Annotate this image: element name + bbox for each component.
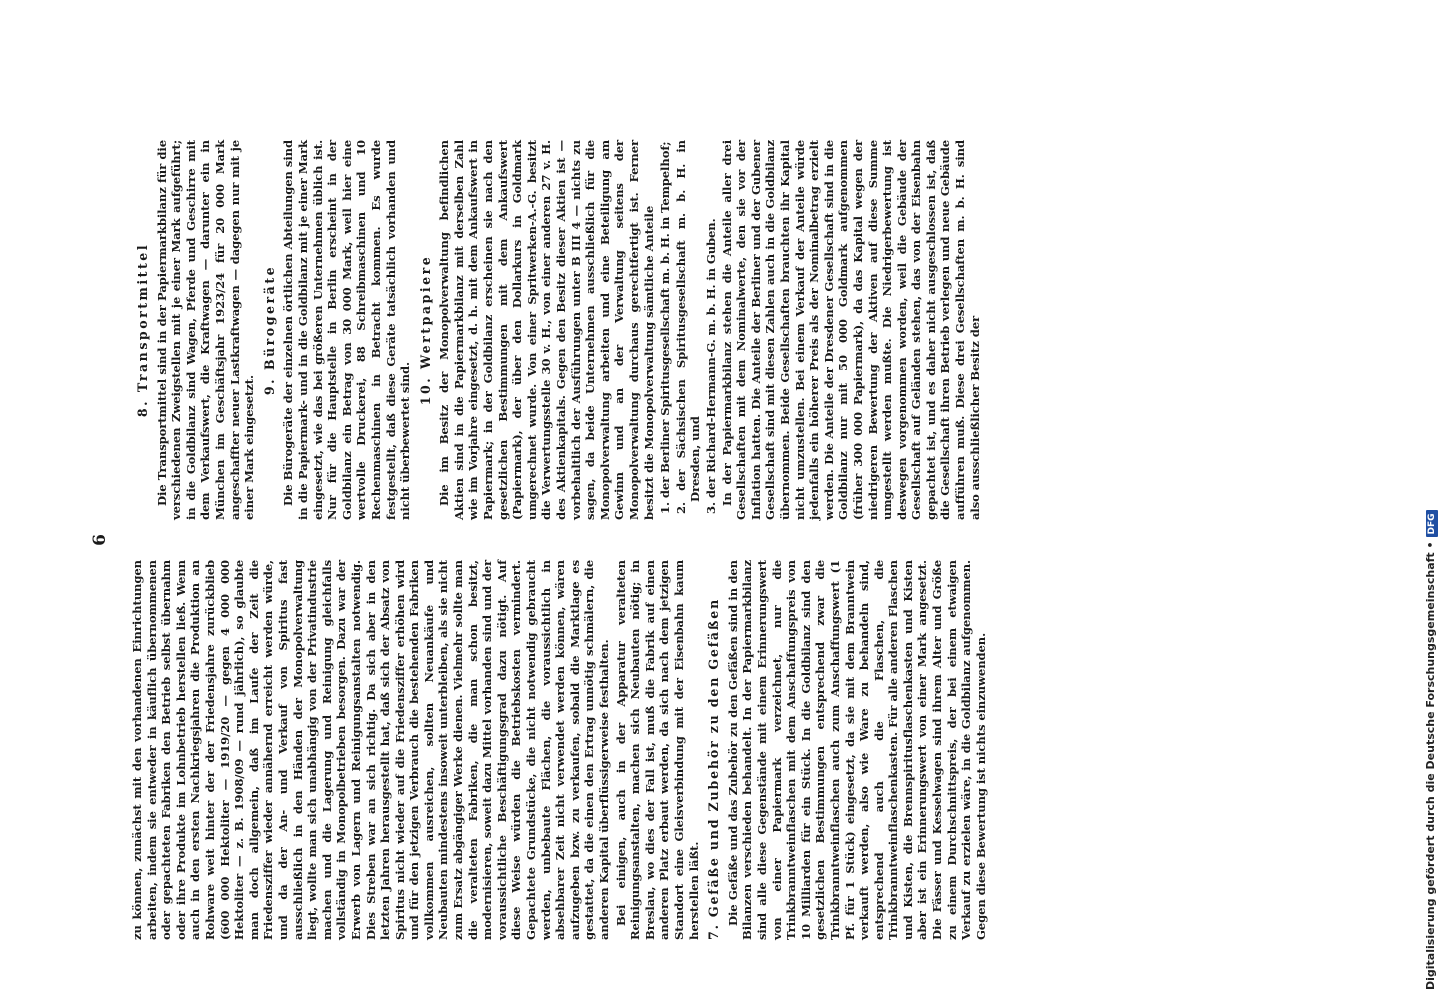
digitization-credit xyxy=(1410,0,1437,1000)
left-column xyxy=(130,560,990,940)
list-item: 3. der Richard-Hermann-G. m. b. H. in Guben. xyxy=(703,218,718,514)
rotated-document-page xyxy=(90,140,1340,940)
digitization-credit-text xyxy=(1424,510,1438,990)
section-heading-10: 10. Wertpapiere xyxy=(417,254,433,406)
right-paragraph-4: In der Papiermarkbilanz stehen die Anteile aller drei Gesellschaften mit dem Nominalwerte, den sie vor der Inflation hatten. Die Anteile der Berliner und der Gubener Gesellschaft sind mit diesen Zahlen auch in die Goldbilanz übernommen. Beide Gesellschaften brauchten ihr Kapital nicht umzustellen. Bei einem Verkauf der Anteile würde jedenfalls ein höherer Preis als der Nominalbetrag erzielt werden. Die Anteile der Dresdener Gesellschaft sind in die Goldbilanz nur mit 50 000 Goldmark aufgenommen (früher 300 000 Papiermark), da das Kapital wegen der niedrigeren Bewertung der Aktiven auf diese Summe umgestellt werden mußte. Die Niedrigerbewertung ist deswegen vorgenommen worden, weil die Gebäude der Gesellschaft auf Geländen stehen, das von der Eisenbahn gepachtet ist, und es daher nicht ausgeschlossen ist, daß die Gesellschaft ihren Betrieb verlegen und neue Gebäude aufführen muß. Diese drei Gesellschaften m. b. H. sind also ausschließlicher Besitz der xyxy=(719,140,982,520)
section-heading-9: 9. Bürogeräte xyxy=(261,264,277,396)
list-item: 2. der Sächsischen Spiritusgesellschaft m. b. H. in Dresden, und xyxy=(673,140,703,514)
dfg-logo-icon: DFG xyxy=(1426,510,1438,537)
left-paragraph-3: Die Gefäße und das Zubehör zu den Gefäßen sind in den Bilanzen verschieden behandelt. In der Papiermarkbilanz sind alle diese Gegenstände mit einem Erinnerungswert von einer Papiermark verzeichnet, nur die Trinkbranntweinflaschen mit dem Anschaffungspreis von 10 Milliarden für ein Stück. In die Goldbilanz sind den gesetzlichen Bestimmungen entsprechend zwar die Trinkbranntweinflaschen auch zum Anschaffungswert (1 Pf. für 1 Stück) eingesetzt, da sie mit dem Branntwein verkauft werden, also wie Ware zu behandeln sind, entsprechend auch die Flaschen, die Trinkbranntweinflaschenkasten. Für alle anderen Flaschen und Kisten, die Brennspiritusflaschenkasten und Kisten aber ist ein Erinnerungswert von einer Mark angesetzt. Die Fässer und Kesselwagen sind ihrem Alter und Größe zu einem Durchschnittspreis, der bei einem etwaigen Verkauf zu erzielen wäre, in die Goldbilanz aufgenommen. Gegen diese Bewertung ist nichts einzuwenden. xyxy=(725,560,988,940)
right-paragraph-3: Die im Besitz der Monopolverwaltung befindlichen Aktien sind in die Papiermarkbilanz mit derselben Zahl wie im Vorjahre eingesetzt, d. h. mit dem Ankaufswert in Papiermark; in der Goldbilanz erscheinen sie nach den gesetzlichen Bestimmungen mit dem Ankaufswert (Papiermark), der über den Dollarkurs in Goldmark umgerechnet wurde. Von einer Spritwerken-A.-G. besitzt die Verwertungsstelle 30 v. H., von einer anderen 27 v. H. des Aktienkapitals. Gegen den Besitz dieser Aktien ist — vorbehaltlich der Ausführungen unter B III 4 — nichts zu sagen, da beide Unternehmen ausschließlich für die Monopolverwaltung arbeiten und eine Beteiligung am Gewinn und an der Verwaltung seitens der Monopolverwaltung durchaus gerechtfertigt ist. Ferner besitzt die Monopolverwaltung sämtliche Anteile xyxy=(437,140,656,520)
section-heading-7: 7. Gefäße und Zubehör zu den Gefäßen xyxy=(706,597,722,940)
right-paragraph-2: Die Bürogeräte der einzelnen örtlichen Abteilungen sind in die Papiermark- und in die Goldbilanz mit je einer Mark eingesetzt, wie das bei größeren Unternehmen üblich ist. Nur für die Hauptstelle in Berlin erscheint in der Goldbilanz ein Betrag von 30 000 Mark, weil hier eine wertvolle Druckerei, 88 Schreibmaschinen und 10 Rechenmaschinen in Betracht kommen. Es wurde festgestellt, daß diese Geräte tatsächlich vorhanden und nicht überbewertet sind. xyxy=(281,140,413,520)
left-paragraph-2: Bei einigen, auch in der Apparatur veralteten Reinigungsanstalten, machen sich Neubauten nötig; in Breslau, wo dies der Fall ist, muß die Fabrik auf einen anderen Platz erbaut werden, da sich nach dem jetzigen Standort eine Gleisverbindung mit der Eisenbahn kaum herstellen läßt. xyxy=(613,560,701,940)
right-column xyxy=(130,140,984,520)
section-heading-8: 8. Transportmittel xyxy=(135,242,150,418)
list-item: 1. der Berliner Spiritusgesellschaft m. b. H. in Tempelhof; xyxy=(658,141,673,514)
right-paragraph-1: Die Transportmittel sind in der Papiermarkbilanz für die verschiedenen Zweigstellen mit je einer Mark aufgeführt; in die Goldbilanz sind Wagen, Pferde und Geschirre mit dem Verkaufswert, die Kraftwagen — darunter ein in München im Geschäftsjahr 1923/24 für 20 000 Mark angeschaffter neuer Lastkraftwagen — dagegen nur mit je einer Mark eingesetzt. xyxy=(154,140,257,520)
credit-label: Digitalisierung gefördert durch die Deutsche Forschungsgemeinschaft • xyxy=(1424,541,1437,990)
page-number: 6 xyxy=(90,534,110,546)
left-paragraph-1: zu können, zunächst mit den vorhandenen Einrichtungen arbeiten, indem sie entweder in käuflich übernommenen oder gepachteten Fabriken den Betrieb selbst übernahm oder ihre Produkte im Lohnbetrieb herstellen ließ. Wenn auch in den ersten Nachkriegsjahren die Produktion an Rohware weit hinter der der Friedensjahre zurückblieb (600 000 Hektoliter — 1919/20 — gegen 4 000 000 Hektoliter — z. B. 1908/09 — rund jährlich), so glaubte man doch allgemein, daß im Laufe der Zeit die Friedensziffer wieder annähernd erreicht werden würde, und da der An- und Verkauf von Spiritus fast ausschließlich in den Händen der Monopolverwaltung liegt, wollte man sich unabhängig von der Privatindustrie machen und die Lagerung und Reinigung gleichfalls vollständig in Monopolbetrieben besorgen. Dazu war der Erwerb von Lagern und Reinigungsanstalten notwendig. Dies Streben war an sich richtig. Da sich aber in den letzten Jahren herausgestellt hat, daß sich der Absatz von Spiritus nicht wieder auf die Friedensziffer erhöhen wird und für den jetzigen Verbrauch die bestehenden Fabriken vollkommen ausreichen, sollten Neuankäufe und Neubauten mindestens insoweit unterbleiben, als sie nicht zum Ersatz abgängiger Werke dienen. Vielmehr sollte man die veralteten Fabriken, die man schon besitzt, modernisieren, soweit dazu Mittel vorhanden sind und der voraussichtliche Beschäftigungsgrad dazu nötigt. Auf diese Weise würden die Betriebskosten vermindert. Gepachtete Grundstücke, die nicht notwendig gebraucht werden, unbebaute Flächen, die voraussichtlich in absehbarer Zeit nicht verwendet werden können, wären aufzugeben bzw. zu verkaufen, sobald die Marktlage es gestattet, da die einen den Ertrag unnötig schmälern, die anderen Kapital überflüssigerweise festhalten. xyxy=(130,560,611,940)
